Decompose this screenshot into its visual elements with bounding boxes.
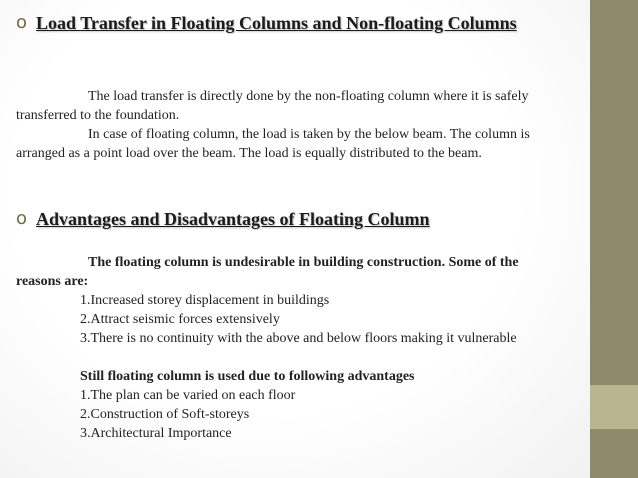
section-heading-advantages	[16, 208, 536, 230]
side-band-accent	[590, 385, 638, 429]
paragraph-floating: In case of floating column, the load is taken by the below beam. The column is arranged as a point load over the beam. The load is equally distributed to the beam.	[16, 127, 530, 161]
paragraph-non-floating: The load transfer is directly done by the non-floating column where it is safely transferred to the foundation.	[16, 89, 529, 123]
side-decorative-band	[590, 0, 638, 478]
list-item: 1.The plan can be varied on each floor	[80, 388, 296, 403]
heading-title: Load Transfer in Floating Columns and Non-floating Columns	[36, 13, 517, 33]
list-item: 3.There is no continuity with the above and below floors making it vulnerable	[80, 331, 517, 346]
bullet-marker: o	[16, 208, 28, 229]
list-item: 2.Construction of Soft-storeys	[80, 407, 250, 422]
list-item: 3.Architectural Importance	[80, 426, 232, 441]
disadvantages-intro: The floating column is undesirable in building construction. Some of the reasons are:	[16, 255, 519, 289]
list-item: 2.Attract seismic forces extensively	[80, 312, 280, 327]
bullet-marker: o	[16, 12, 28, 33]
advantages-intro: Still floating column is used due to following advantages	[80, 369, 415, 384]
list-item: 1.Increased storey displacement in buildings	[80, 293, 330, 308]
section-heading-load-transfer	[16, 12, 536, 34]
heading-title: Advantages and Disadvantages of Floating Column	[36, 209, 430, 229]
